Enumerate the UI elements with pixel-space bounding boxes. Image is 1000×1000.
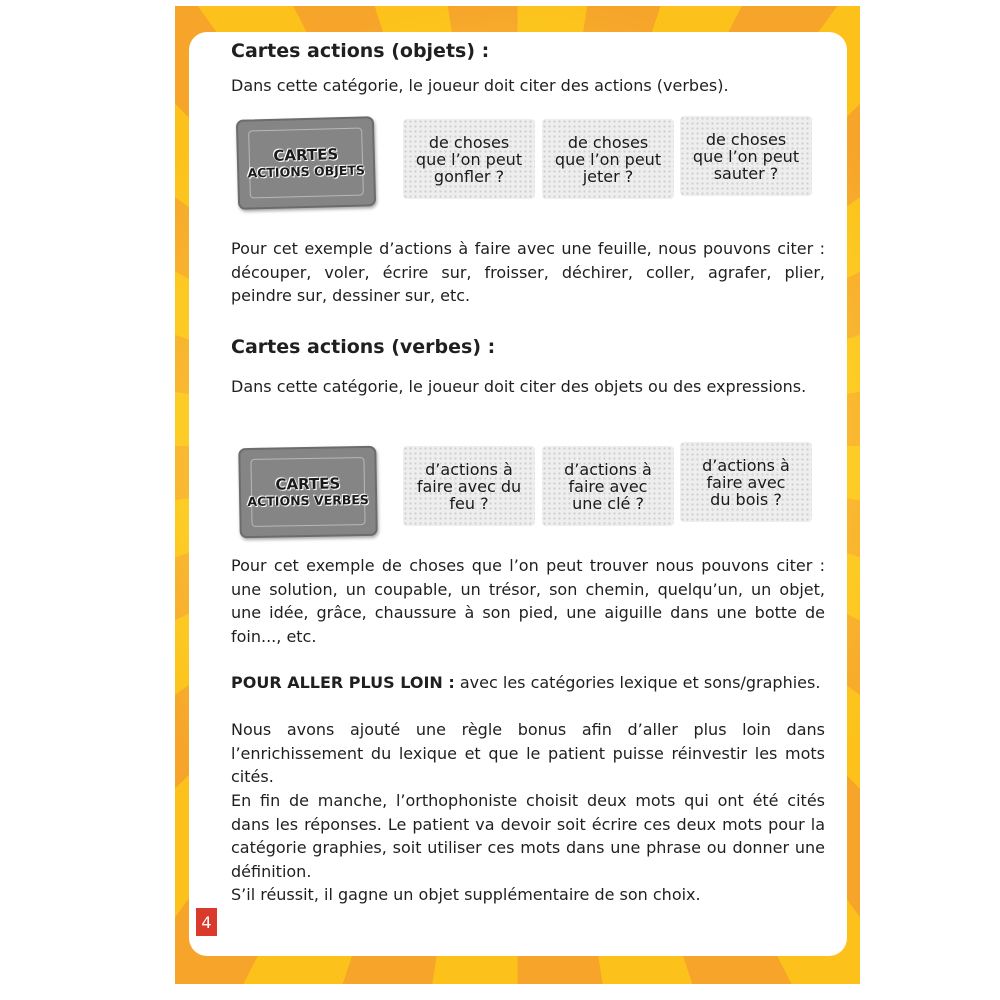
- sunburst-border-frame: [175, 6, 860, 984]
- example-verbes: Pour cet exemple de choses que l’on peut trouver nous pouvons citer : une solution, un coupable, un trésor, son chemin, quelqu’un, un objet, une idée, grâce, chaussure à son pied, une aiguille dans une botte de foin..., etc.: [231, 556, 825, 646]
- page-number: 4: [196, 908, 217, 936]
- question-card-sauter: de choses que l’on peut sauter ?: [680, 116, 812, 196]
- intro-objets: Dans cette catégorie, le joueur doit citer des actions (verbes).: [231, 76, 729, 95]
- pour-aller-plus-loin-intro: [231, 671, 825, 695]
- category-card-line1: CARTES: [275, 474, 341, 494]
- category-card-label: [247, 457, 369, 527]
- category-card-line2: ACTIONS VERBES: [247, 491, 369, 510]
- reward-paragraph: S’il réussit, il gagne un objet supplémentaire de son choix.: [231, 885, 701, 904]
- category-card-line1: CARTES: [273, 145, 339, 165]
- example-objets: Pour cet exemple d’actions à faire avec une feuille, nous pouvons citer : découper, voler, écrire sur, froisser, déchirer, coller, agrafer, plier, peindre sur, dessiner sur, etc.: [231, 239, 825, 305]
- question-card-jeter: de choses que l’on peut jeter ?: [542, 119, 674, 199]
- intro-verbes: Dans cette catégorie, le joueur doit citer des objets ou des expressions.: [231, 377, 807, 396]
- category-card-actions-objets: [236, 116, 376, 210]
- category-card-label: [248, 128, 364, 199]
- pour-aller-plus-loin-label: POUR ALLER PLUS LOIN :: [231, 673, 455, 692]
- question-card-gonfler: de choses que l’on peut gonfler ?: [403, 119, 535, 199]
- category-card-actions-verbes: [238, 446, 378, 538]
- page-card: [189, 32, 847, 956]
- bonus-rule-paragraph: Nous avons ajouté une règle bonus afin d’aller plus loin dans l’enrichissement du lexique et que le patient puisse réinvestir les mots cités.: [231, 720, 825, 786]
- heading-cartes-actions-objets: Cartes actions (objets) :: [231, 40, 490, 62]
- heading-cartes-actions-verbes: Cartes actions (verbes) :: [231, 336, 496, 358]
- question-card-feu: d’actions à faire avec du feu ?: [403, 446, 535, 526]
- category-card-line2: ACTIONS OBJETS: [247, 162, 366, 181]
- question-card-cle: d’actions à faire avec une clé ?: [542, 446, 674, 526]
- question-card-bois: d’actions à faire avec du bois ?: [680, 442, 812, 522]
- end-of-round-paragraph: En fin de manche, l’orthophoniste choisit deux mots qui ont été cités dans les réponses. Le patient va devoir soit écrire ces deux mots pour la catégorie graphies, soit utiliser ces mots dans une phrase ou donner une définition.: [231, 791, 825, 881]
- pour-aller-plus-loin-text: avec les catégories lexique et sons/graphies.: [454, 673, 821, 692]
